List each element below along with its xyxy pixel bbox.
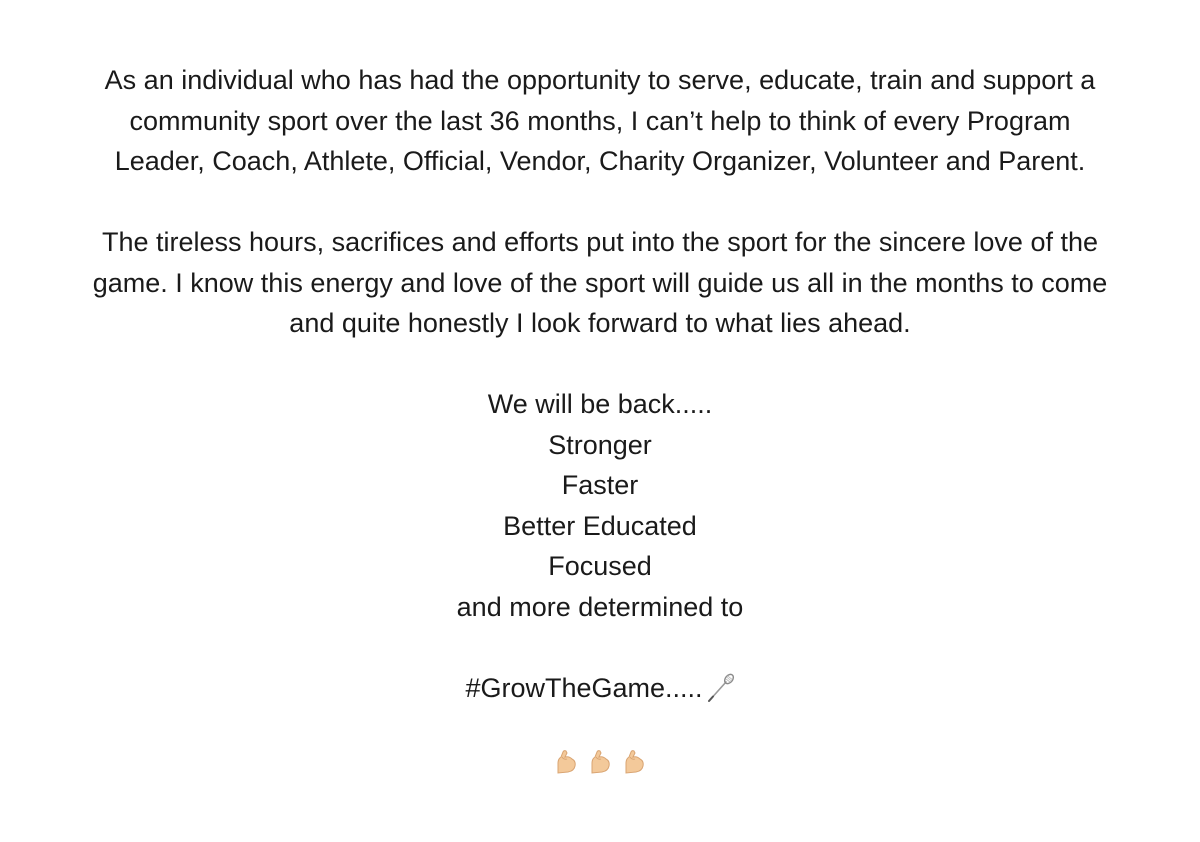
closing-line: Stronger: [548, 429, 652, 460]
flexed-biceps-icon: [586, 748, 614, 776]
paragraph-line: As an individual who has had the opportunity to serve, educate, train and support a: [104, 65, 1096, 95]
paragraph-line: The tireless hours, sacrifices and efforts put into the sport for the sincere love of the: [101, 227, 1098, 257]
closing-line: Better Educated: [503, 510, 697, 541]
paragraph-line: and quite honestly I look forward to what lies ahead.: [289, 308, 911, 338]
flexed-biceps-icon: [552, 748, 580, 776]
hashtag-text: #GrowTheGame.....: [465, 672, 703, 703]
paragraph-2: [30, 222, 1170, 344]
hashtag-line: [0, 668, 1200, 709]
closing-line: Faster: [561, 470, 639, 500]
paragraph-line: community sport over the last 36 months, I can’t help to think of every Program: [129, 105, 1071, 136]
closing-line: We will be back.....: [487, 389, 713, 419]
closing-line: Focused: [548, 551, 652, 581]
flexed-biceps-icon: [620, 748, 648, 776]
closing-stack: [0, 384, 1200, 627]
paragraph-line: game. I know this energy and love of the sport will guide us all in the months to come: [92, 267, 1108, 298]
paragraph-1: [30, 60, 1170, 182]
paragraph-line: Leader, Coach, Athlete, Official, Vendor, Charity Organizer, Volunteer and Parent.: [114, 146, 1086, 176]
lacrosse-stick-icon: [705, 673, 735, 703]
closing-line: and more determined to: [456, 591, 744, 622]
emoji-row: [0, 748, 1200, 788]
